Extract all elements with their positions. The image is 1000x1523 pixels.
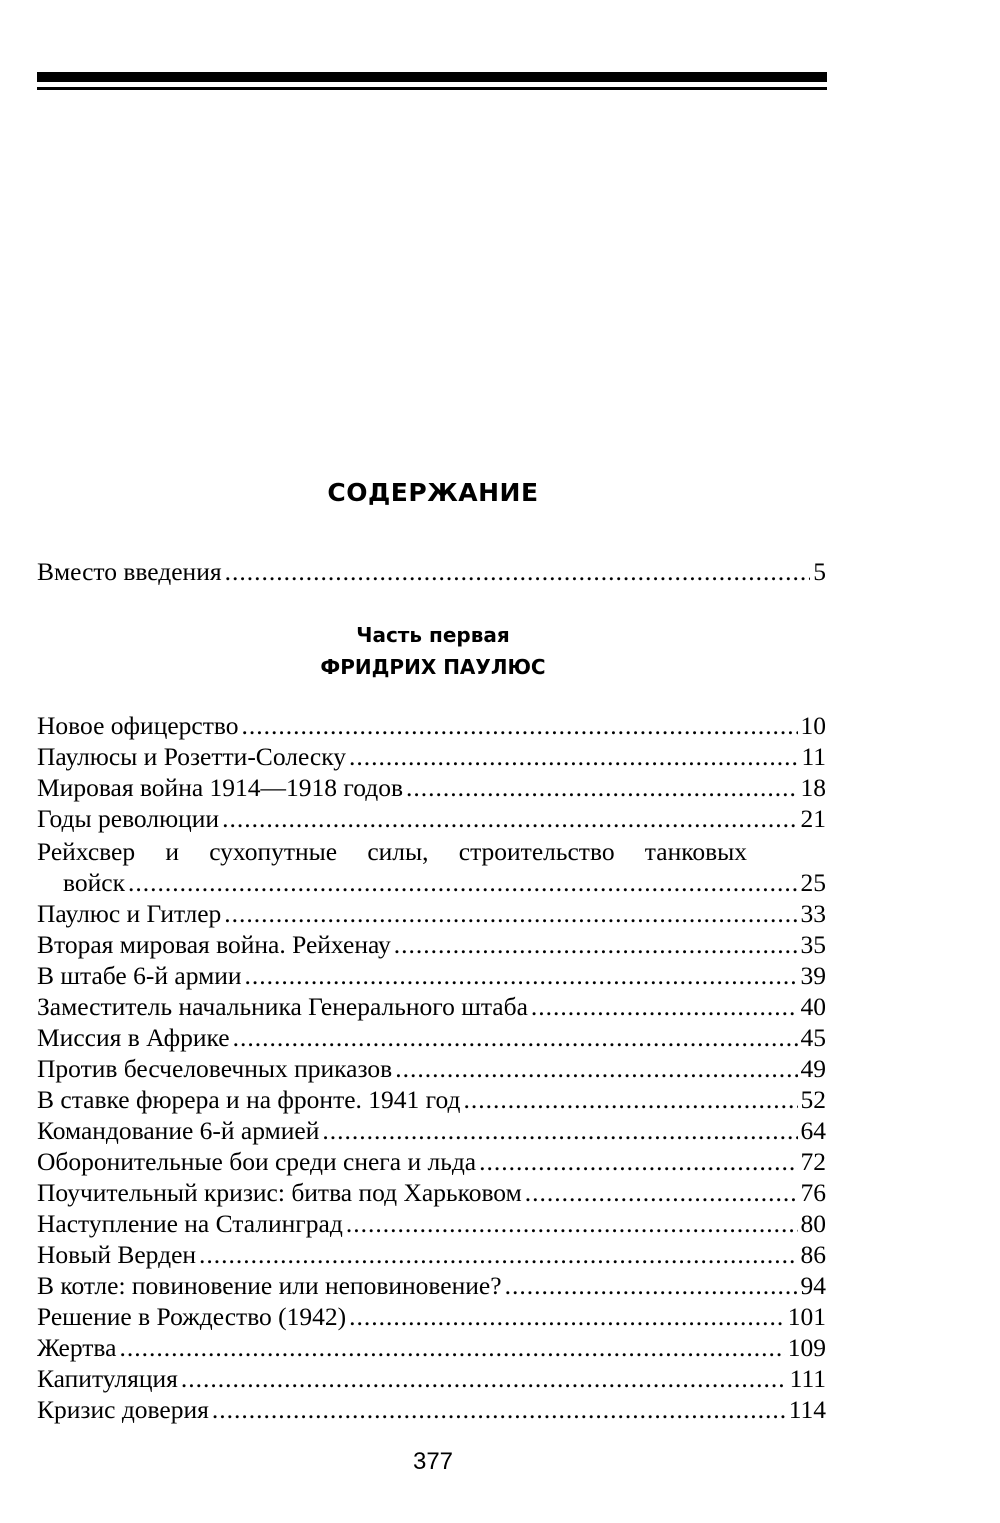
page-number: 377 [412, 1448, 454, 1475]
toc-entry-title: Решение в Рождество (1942) [37, 1302, 347, 1331]
toc-entry[interactable] [37, 1054, 826, 1085]
toc-entry-page: 86 [800, 1240, 826, 1269]
toc-entry[interactable] [37, 1302, 826, 1333]
toc-leader-dots [245, 961, 798, 991]
toc-entry[interactable] [37, 992, 826, 1023]
toc-entry[interactable] [37, 773, 826, 804]
toc-entry-page: 18 [800, 773, 826, 802]
toc-entry-page: 35 [800, 930, 826, 959]
toc-entry[interactable] [37, 1085, 826, 1116]
toc-leader-dots [242, 711, 798, 741]
header-rule-thick [37, 72, 827, 82]
toc-entry-page: 114 [788, 1395, 826, 1424]
toc-entry-page: 39 [800, 961, 826, 990]
toc-leader-dots [406, 773, 797, 803]
toc-entry-page: 64 [800, 1116, 826, 1145]
toc-entry-title: Паулюс и Гитлер [37, 899, 222, 928]
toc-leader-dots [479, 1147, 797, 1177]
toc-entry[interactable] [37, 1147, 826, 1178]
toc-entry-title: Мировая война 1914—1918 годов [37, 773, 404, 802]
toc-entry[interactable] [37, 742, 826, 773]
toc-entry-title: Заместитель начальника Генерального штаба [37, 992, 528, 1021]
toc-entry-title: Командование 6-й армией [37, 1116, 320, 1145]
toc-leader-dots [199, 1240, 797, 1270]
toc-entry-page: 76 [800, 1178, 826, 1207]
toc-leader-dots [394, 930, 798, 960]
toc-entry-title: В штабе 6-й армии [37, 961, 242, 990]
toc-entry-page: 80 [800, 1209, 826, 1238]
toc-entry[interactable] [37, 899, 826, 930]
toc-entry[interactable] [37, 1023, 826, 1054]
part-label: Часть первая [356, 623, 510, 647]
toc-entry-page: 49 [800, 1054, 826, 1083]
toc-entry[interactable] [37, 961, 826, 992]
toc-leader-dots [349, 1302, 785, 1332]
toc-entry-intro[interactable] [37, 557, 826, 588]
toc-leader-dots [463, 1085, 797, 1115]
header-rule-thin [37, 87, 827, 90]
page-title: СОДЕРЖАНИЕ [327, 478, 539, 507]
toc-entry-title: Против бесчеловечных приказов [37, 1054, 393, 1083]
toc-leader-dots [505, 1271, 798, 1301]
toc-leader-dots [346, 1209, 798, 1239]
toc-entry-page: 109 [787, 1333, 826, 1362]
toc-entry[interactable] [37, 1209, 826, 1240]
toc-entry[interactable] [37, 1116, 826, 1147]
toc-entry-title: Миссия в Африке [37, 1023, 230, 1052]
toc-entry[interactable] [37, 1271, 826, 1302]
toc-entry-title: Паулюсы и Розетти-Солеску [37, 742, 347, 771]
toc-leader-dots [531, 992, 798, 1022]
toc-leader-dots [222, 804, 797, 834]
toc-entry-title: Оборонительные бои среди снега и льда [37, 1147, 477, 1176]
toc-entry-title: Жертва [37, 1333, 117, 1362]
toc-entry-title: Поучительный кризис: битва под Харьковом [37, 1178, 522, 1207]
toc-entry[interactable] [37, 930, 826, 961]
toc-leader-dots [322, 1116, 797, 1146]
toc-leader-dots [225, 557, 811, 587]
toc-entry-page: 111 [789, 1364, 826, 1393]
toc-entry-page: 94 [800, 1271, 826, 1300]
toc-entry-page: 45 [800, 1023, 826, 1052]
toc-leader-dots [224, 899, 797, 929]
toc-entry-title: Кризис доверия [37, 1395, 209, 1424]
toc-entry-title: Годы революции [37, 804, 220, 833]
toc-leader-dots [233, 1023, 798, 1053]
toc-entry-title: Капитуляция [37, 1364, 178, 1393]
toc-entry[interactable] [37, 1178, 826, 1209]
toc-entry[interactable] [37, 711, 826, 742]
toc-entry[interactable] [37, 1333, 826, 1364]
toc-entry-page: 52 [800, 1085, 826, 1114]
toc-entry[interactable] [37, 804, 826, 835]
toc-entry[interactable] [37, 1240, 826, 1271]
toc-entry-page: 25 [800, 868, 826, 897]
toc-entry-page: 33 [800, 899, 826, 928]
toc-leader-dots [119, 1333, 784, 1363]
toc-entry-title: Новое офицерство [37, 711, 239, 740]
toc-entry-title-line1[interactable]: Рейхсвер и сухопутные силы, строительство танковых [37, 837, 747, 866]
toc-entry-page: 11 [801, 742, 826, 771]
toc-entry-page: 21 [800, 804, 826, 833]
toc-leader-dots [395, 1054, 797, 1084]
toc-entry-title: В ставке фюрера и на фронте. 1941 год [37, 1085, 461, 1114]
toc-entry-page: 101 [787, 1302, 826, 1331]
toc-entry-page: 40 [800, 992, 826, 1021]
toc-entry-title: Наступление на Сталинград [37, 1209, 343, 1238]
toc-entry[interactable] [63, 868, 826, 899]
toc-entry-title: Вместо введения [37, 557, 222, 586]
toc-leader-dots [212, 1395, 786, 1425]
toc-leader-dots [128, 868, 798, 898]
toc-entry[interactable] [37, 1395, 826, 1426]
toc-entry-title: В котле: повиновение или неповиновение? [37, 1271, 502, 1300]
toc-leader-dots [525, 1178, 798, 1208]
part-title: ФРИДРИХ ПАУЛЮС [320, 655, 546, 679]
toc-entry[interactable] [37, 1364, 826, 1395]
toc-leader-dots [349, 742, 798, 772]
toc-entry-title-cont: войск [63, 868, 125, 897]
toc-entry-title: Вторая мировая война. Рейхенау [37, 930, 391, 959]
toc-entry-page: 10 [800, 711, 826, 740]
toc-entry-page: 5 [813, 557, 826, 586]
toc-entry-page: 72 [800, 1147, 826, 1176]
toc-entry-title: Новый Верден [37, 1240, 197, 1269]
toc-leader-dots [181, 1364, 787, 1394]
